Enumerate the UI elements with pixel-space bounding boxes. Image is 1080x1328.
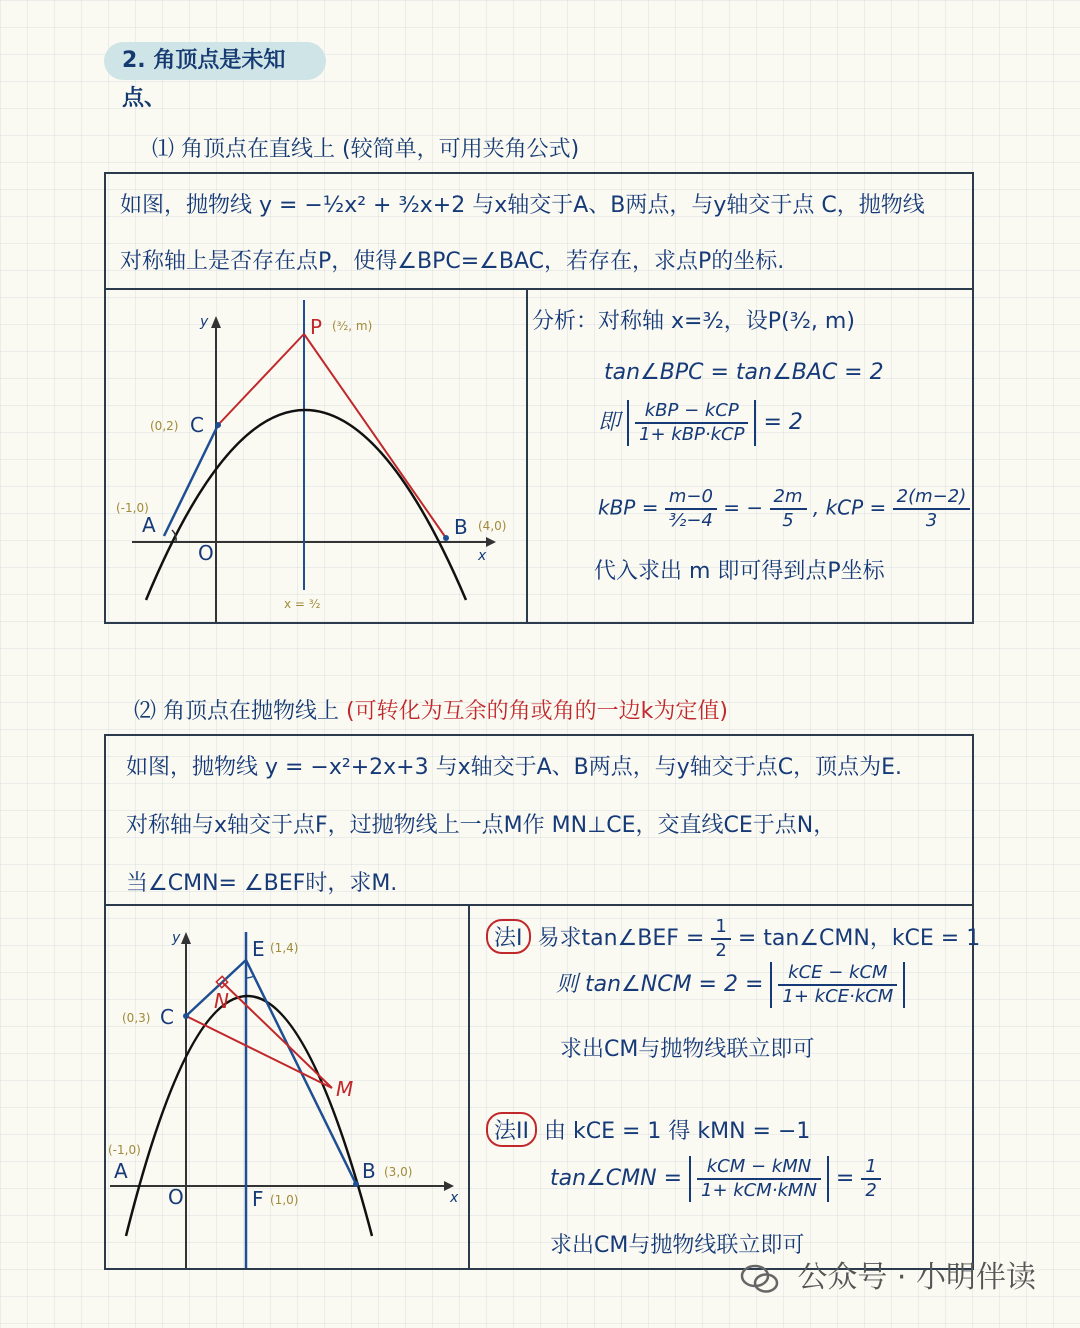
- analysis-line3: [598, 400, 803, 446]
- origin-label: O: [168, 1185, 184, 1209]
- method2-line2-a: tan∠CMN =: [550, 1166, 682, 1191]
- x-label: x: [450, 1190, 459, 1206]
- analysis-line1: 分析：对称轴 x=³⁄₂，设P(³⁄₂, m): [532, 309, 855, 334]
- method1-line2: [556, 962, 905, 1008]
- abs-value-frac: [689, 1156, 829, 1202]
- method2-line1: [486, 1112, 810, 1147]
- wechat-icon: [740, 1263, 780, 1295]
- method2-line3: 求出CM与抛物线联立即可: [550, 1233, 805, 1258]
- part2-heading-red: (可转化为互余的角或角的一边k为定值): [346, 699, 728, 724]
- part2-graph-box: [104, 904, 470, 1270]
- part2-solution-box: [468, 904, 981, 1270]
- point-b-dot: [353, 1181, 359, 1187]
- point-c-label: C: [160, 1005, 174, 1029]
- origin-label: O: [198, 541, 214, 565]
- point-p-coord: (³⁄₂, m): [332, 319, 373, 333]
- frac-num: 2m: [770, 486, 807, 510]
- part2-problem-line3: 当∠CMN= ∠BEF时，求M.: [126, 871, 398, 896]
- frac-den: 1+ kBP·kCP: [639, 424, 745, 445]
- point-c-dot: [183, 1013, 189, 1019]
- frac-num: kBP − kCP: [635, 400, 748, 424]
- part2-problem-line2: 对称轴与x轴交于点F，过抛物线上一点M作 MN⊥CE，交直线CE于点N，: [126, 813, 836, 838]
- analysis-line3-prefix: 即: [598, 410, 621, 435]
- analysis-line2: tan∠BPC = tan∠BAC = 2: [604, 360, 884, 385]
- analysis-line3-suffix: = 2: [763, 410, 803, 435]
- part2-problem-line1: 如图，抛物线 y = −x²+2x+3 与x轴交于A、B两点，与y轴交于点C，顶点为E.: [126, 755, 903, 780]
- y-label: y: [200, 314, 209, 330]
- line-cm: [186, 1016, 332, 1088]
- method2-line2-b: =: [835, 1166, 855, 1191]
- analysis-line5: 代入求出 m 即可得到点P坐标: [594, 559, 885, 584]
- method1-line2-a: 则 tan∠NCM = 2 =: [556, 972, 764, 997]
- y-axis-arrow-icon: [181, 932, 191, 944]
- frac-num: 1: [861, 1156, 880, 1180]
- frac-den: 1+ kCE·kCM: [782, 986, 894, 1007]
- point-f-coord: (1,0): [270, 1193, 299, 1207]
- part1-analysis-box: [526, 288, 974, 624]
- part2-graph: [106, 906, 468, 1268]
- point-a-coord: (-1,0): [116, 501, 149, 515]
- part2-heading: [134, 694, 728, 725]
- method1-line1: [486, 916, 980, 962]
- point-b-coord: (3,0): [384, 1165, 413, 1179]
- point-c-coord: (0,2): [150, 419, 179, 433]
- y-axis-arrow-icon: [211, 316, 221, 328]
- point-b-label: B: [454, 515, 468, 539]
- frac-num: 1: [711, 916, 730, 940]
- x-label: x: [478, 548, 487, 564]
- frac-den: 2: [715, 940, 727, 961]
- line-nm: [222, 982, 332, 1088]
- part1-graph-box: [104, 288, 528, 624]
- part1-problem-line2: 对称轴上是否存在点P，使得∠BPC=∠BAC，若存在，求点P的坐标.: [120, 249, 785, 274]
- frac-num: kCM − kMN: [697, 1156, 821, 1180]
- point-a-coord: (-1,0): [108, 1143, 141, 1157]
- part1-heading: ⑴ 角顶点在直线上 (较简单，可用夹角公式): [152, 137, 580, 162]
- kbp-label: kBP =: [598, 495, 659, 520]
- frac-den: 1+ kCM·kMN: [701, 1180, 817, 1201]
- method2-line1-text: 由 kCE = 1 得 kMN = −1: [543, 1119, 811, 1144]
- point-a-label: A: [114, 1159, 128, 1183]
- frac-den: 5: [782, 510, 794, 531]
- method2-line2: [550, 1156, 881, 1202]
- point-b-dot: [443, 535, 449, 541]
- point-c-coord: (0,3): [122, 1011, 151, 1025]
- symmetry-axis-label: x = ³⁄₂: [284, 597, 321, 611]
- part1-problem-line1: 如图，抛物线 y = −½x² + ³⁄₂x+2 与x轴交于A、B两点，与y轴交于点 C，抛物线: [120, 193, 925, 218]
- point-a-label: A: [142, 513, 156, 537]
- point-e-coord: (1,4): [270, 941, 299, 955]
- kcp-label: , kCP =: [812, 495, 887, 520]
- parabola: [146, 410, 466, 600]
- point-m-label: M: [336, 1077, 354, 1101]
- method1-line1-b: = tan∠CMN，kCE = 1: [737, 926, 981, 951]
- method1-line1-a: 易求tan∠BEF =: [537, 926, 705, 951]
- frac-num: 2(m−2): [893, 486, 971, 510]
- y-label: y: [172, 930, 181, 946]
- part2-problem-box: [104, 734, 974, 906]
- point-c-dot: [215, 422, 221, 428]
- equals-minus: = −: [723, 495, 764, 520]
- x-axis-arrow-icon: [486, 537, 496, 547]
- line-ac: [164, 425, 218, 536]
- point-b-label: B: [362, 1159, 376, 1183]
- point-f-label: F: [252, 1187, 264, 1211]
- point-p-label: P: [310, 315, 323, 339]
- frac-den: 2: [865, 1180, 877, 1201]
- point-c-label: C: [190, 413, 204, 437]
- method1-badge: 法I: [486, 919, 531, 954]
- section-tag: 2. 角顶点是未知点、: [104, 42, 326, 80]
- frac-num: kCE − kCM: [778, 962, 897, 986]
- analysis-line4: [598, 486, 970, 532]
- method2-badge: 法II: [486, 1112, 537, 1147]
- frac-den: 3: [925, 510, 938, 531]
- abs-value-frac: [627, 400, 756, 446]
- frac-num: m−0: [665, 486, 717, 510]
- frac-den: ³⁄₂−4: [668, 510, 713, 531]
- point-e-label: E: [252, 937, 265, 961]
- method1-line3: 求出CM与抛物线联立即可: [560, 1037, 815, 1062]
- abs-value-frac: [770, 962, 905, 1008]
- watermark: [740, 1252, 1036, 1296]
- point-n-label: N: [214, 989, 229, 1013]
- part2-heading-prefix: ⑵ 角顶点在抛物线上: [134, 699, 339, 724]
- part1-problem-box: [104, 172, 974, 290]
- watermark-text: 公众号 · 小明伴读: [797, 1260, 1036, 1295]
- part1-graph: [106, 290, 526, 622]
- parabola: [126, 996, 372, 1236]
- line-pb: [304, 334, 446, 538]
- point-b-coord: (4,0): [478, 519, 507, 533]
